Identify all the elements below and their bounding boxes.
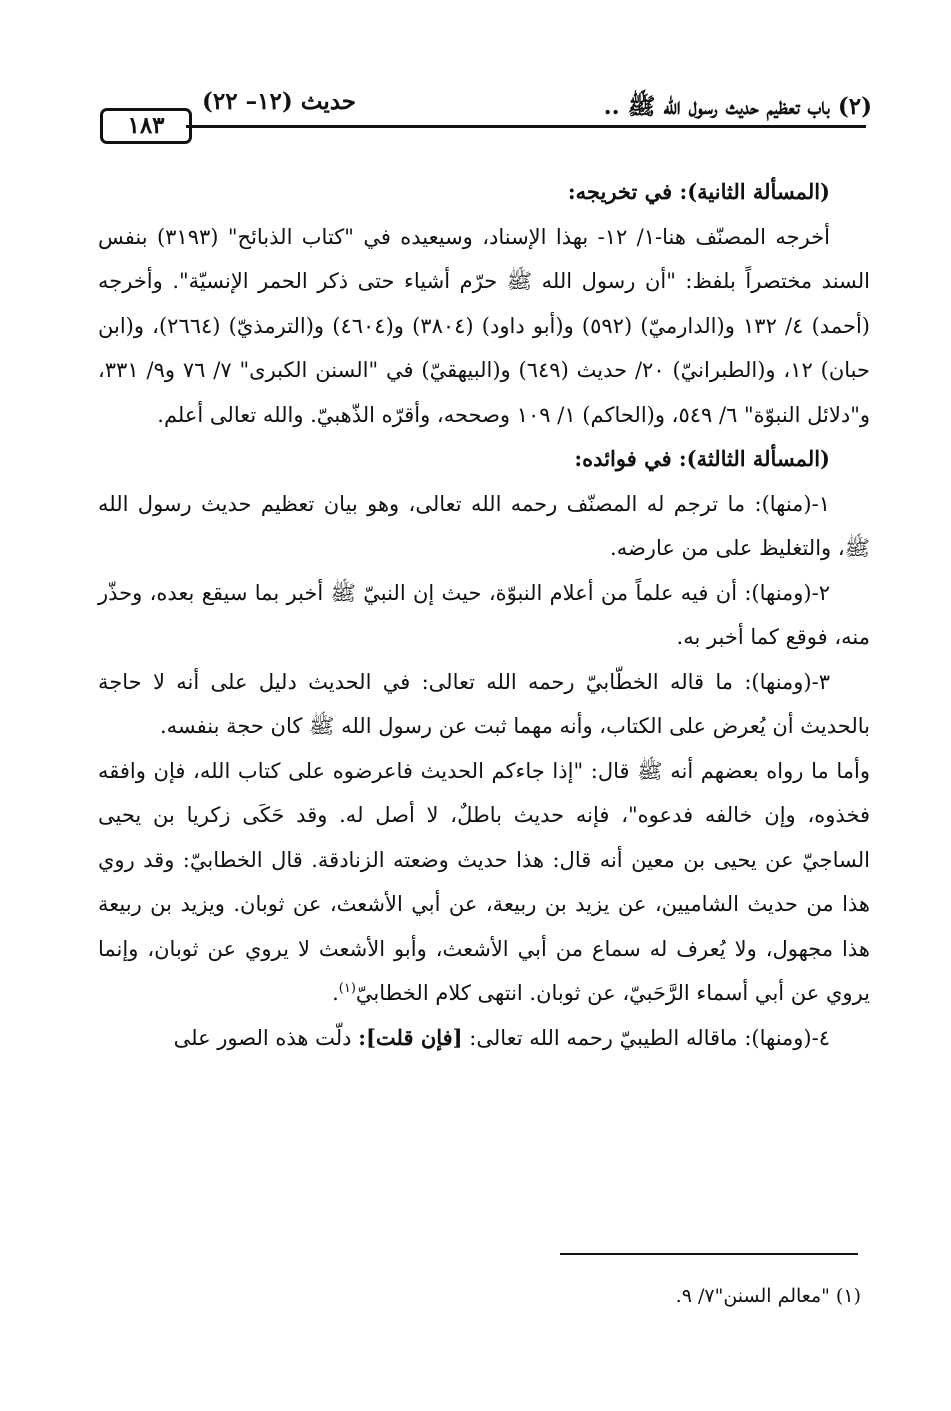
page-number: ١٨٣ <box>100 108 192 144</box>
benefit-3-continued-text: وأما ما رواه بعضهم أنه ﷺ قال: "إذا جاءكم الحديث فاعرضوه على كتاب الله، فإن وافقه فخذوه، وإن خالفه فدعوه"، فإنه حديث باطلٌ، لا أصل له. وقد حَكَى زكريا بن يحيى الساجيّ عن يحيى بن معين أنه قال: هذا حديث وضعته الزنادقة. قال الخطابيّ: وقد روي هذا من حديث الشاميين، عن يزيد بن ربيعة، عن أبي الأشعث، عن ثوبان. ويزيد بن ربيعة هذا مجهول، ولا يُعرف له سماع من أبي الأشعث، وأبو الأشعث لا يروي عن ثوبان، وإنما يروي عن أبي أسماء الرَّحَبيّ، عن ثوبان. انتهى كلام الخطابيّ <box>98 758 870 1005</box>
paragraph-takhrij: أخرجه المصنّف هنا-١/ ١٢- بهذا الإسناد، وسيعيده في "كتاب الذبائح" (٣١٩٣) بنفس السند مختصراً بلفظ: "أن رسول الله ﷺ حرّم أشياء حتى ذكر الحمر الإنسيّة". وأخرجه (أحمد) ٤/ ١٣٢ و(الدارميّ) (٥٩٢) و(أبو داود) (٣٨٠٤) و(٤٦٠٤) و(الترمذيّ) (٢٦٦٤)، و(ابن حبان) ١٢، و(الطبرانيّ) ٢٠/ حديث (٦٤٩) و(البيهقيّ) في "السنن الكبرى" ٧/ ٧٦ و٩/ ٣٣١، و"دلائل النبوّة" ٦/ ٥٤٩، و(الحاكم) ١/ ١٠٩ وصححه، وأقرّه الذّهبيّ. والله تعالى أعلم. <box>98 224 870 427</box>
benefit-4 <box>98 1016 870 1061</box>
body-text <box>98 170 870 1060</box>
benefit-3-continued <box>98 749 870 1016</box>
benefit-4-bold: [فإن قلت]: <box>358 1024 463 1050</box>
chapter-title: (٢) باب تعظيم حديث رسول الله ﷺ .. <box>603 93 872 120</box>
benefit-3-end: . <box>332 981 339 1005</box>
benefit-4-prefix: ٤-(ومنها): ماقاله الطيبيّ رحمه الله تعالى: <box>462 1025 830 1050</box>
benefit-4-rest: دلّت هذه الصور على <box>173 1025 359 1050</box>
benefit-3: ٣-(ومنها): ما قاله الخطّابيّ رحمه الله تعالى: في الحديث دليل على أنه لا حاجة بالحديث أن يُعرض على الكتاب، وأنه مهما ثبت عن رسول الله ﷺ كان حجة بنفسه. <box>98 669 870 738</box>
benefit-1: ١-(منها): ما ترجم له المصنّف رحمه الله تعالى، وهو بيان تعظيم حديث رسول الله ﷺ، والتغليظ على من عارضه. <box>98 491 870 560</box>
hadith-range: حديث (١٢– ٢٢) <box>202 88 357 115</box>
section-heading-third: (المسألة الثالثة): في فوائده: <box>574 446 830 471</box>
footnote-rule <box>560 1253 858 1255</box>
running-header <box>92 86 872 139</box>
footnote-1: (١) "معالم السنن"٧/ ٩. <box>675 1285 861 1307</box>
section-heading-second: (المسألة الثانية): في تخريجه: <box>567 179 830 204</box>
footnote-ref: (١) <box>338 981 356 996</box>
benefit-2: ٢-(ومنها): أن فيه علماً من أعلام النبوّة، حيث إن النبيّ ﷺ أخبر بما سيقع بعده، وحذّر منه، فوقع كما أخبر به. <box>98 580 870 649</box>
